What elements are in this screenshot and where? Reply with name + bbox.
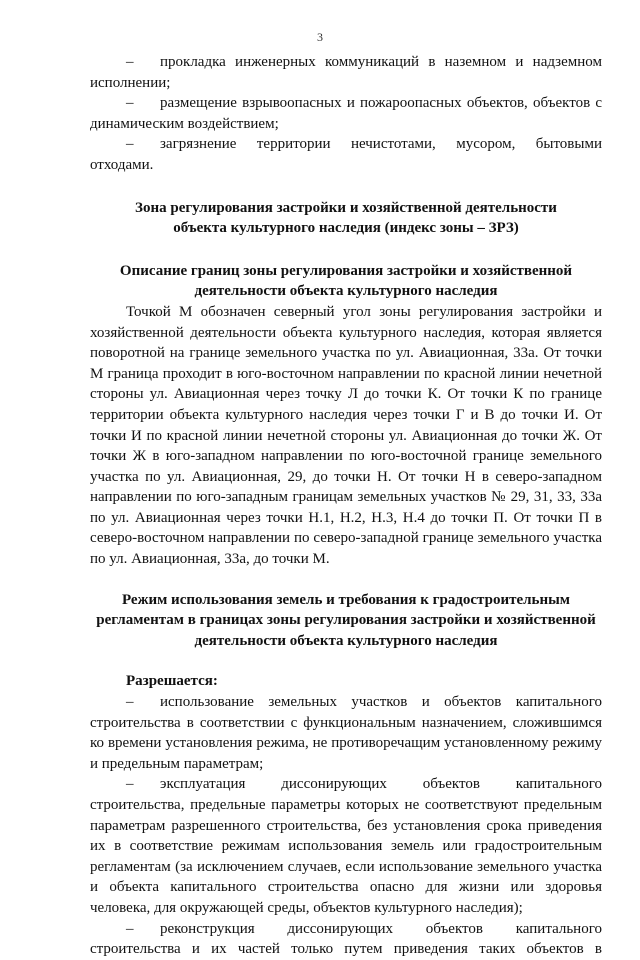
paragraph-line: северо-восточном направлении по северо-западной границе земельного участка: [90, 530, 602, 547]
list-dash: –: [126, 95, 134, 112]
intro-list: [90, 52, 602, 176]
list-item-continuation: динамическим воздействием;: [90, 115, 279, 132]
paragraph-line: точки Ж в юго-западном направлении по юго-восточной границе земельного: [90, 448, 602, 465]
paragraph-line: территории объекта культурного наследия через точки Г и В до точки И. От: [90, 406, 602, 423]
zone-heading-line: Зона регулирования застройки и хозяйственной деятельности: [135, 199, 557, 216]
paragraph-line: стороны ул. Авиационная через точку Л до точки К. От точки К по границе: [90, 386, 602, 403]
paragraph-line: поворотной на границе земельного участка по ул. Авиационная, 33а. От точки: [90, 345, 602, 362]
zone-heading: [90, 198, 602, 239]
list-dash: –: [126, 54, 134, 70]
list-item-continuation: и предельным параметрам;: [90, 755, 264, 772]
list-item-text: использование земельных участков и объектов капитального: [160, 694, 602, 711]
list-item-continuation: строительства в соответствии с функциональным назначением, сложившимся: [90, 714, 602, 731]
list-item: [90, 52, 602, 93]
list-item-continuation: отходами.: [90, 156, 154, 173]
list-item-text: прокладка инженерных коммуникаций в наземном и надземном: [160, 54, 602, 70]
page-content: [90, 52, 602, 960]
paragraph-line: направлении по юго-западным границам земельных участков № 29, 31, 33, 33а: [90, 489, 602, 506]
list-item-text: эксплуатация диссонирующих объектов капитального: [160, 776, 602, 793]
boundary-heading: [90, 261, 602, 302]
zone-heading-line: объекта культурного наследия (индекс зоны – ЗРЗ): [173, 220, 519, 237]
list-item-continuation: строительства, предельные параметры которых не соответствуют предельным: [90, 797, 602, 813]
list-item: [90, 774, 602, 918]
list-item-text: размещение взрывоопасных и пожароопасных объектов, объектов с: [160, 95, 602, 112]
list-item-continuation: строительства и их частей только путем приведения таких объектов в: [90, 941, 602, 958]
regime-heading-line: регламентам в границах зоны регулирования застройки и хозяйственной: [96, 612, 596, 629]
list-item-continuation: человека, для окружающей среды, объектов культурного наследия);: [90, 899, 523, 916]
regime-heading: [90, 590, 602, 652]
list-item-continuation: их в соответствие режимам использования земель или градостроительным: [90, 838, 602, 855]
list-item-continuation: исполнении;: [90, 74, 171, 91]
paragraph-line: по ул. Авиационная, 33а, до точки М.: [90, 551, 330, 568]
boundary-heading-line: деятельности объекта культурного наследия: [194, 283, 498, 300]
list-item: [90, 692, 602, 774]
list-item: [90, 93, 602, 134]
list-dash: –: [126, 694, 134, 711]
list-item-continuation: параметрам разрешенного строительства, без установления срока приведения: [90, 817, 602, 834]
paragraph-line: участка по ул. Авиационная, 29, до точки Н. От точки Н в северо-западном: [90, 468, 602, 485]
allowed-list: [90, 692, 602, 960]
regime-heading-line: Режим использования земель и требования к градостроительным: [121, 591, 571, 608]
paragraph-line: по ул. Авиационная через точки Н.1, Н.2, Н.3, Н.4 до точки П. От точки П в: [90, 509, 602, 526]
list-item: [90, 919, 602, 960]
boundary-description: [90, 302, 602, 570]
page-number: 3: [317, 30, 323, 44]
list-item-continuation: регламентам (за исключением случаев, если использование земельного участка: [90, 858, 602, 875]
paragraph-line: Точкой М обозначен северный угол зоны регулирования застройки и: [126, 303, 602, 320]
paragraph-line: М граница проходит в юго-восточном направлении по красной линии нечетной: [90, 365, 602, 382]
list-dash: –: [126, 920, 134, 937]
list-dash: –: [126, 776, 134, 793]
list-dash: –: [126, 136, 134, 153]
list-item-continuation: и объекта капитального строительства опасно для жизни или здоровья: [90, 879, 602, 896]
boundary-heading-line: Описание границ зоны регулирования застройки и хозяйственной: [119, 262, 573, 279]
regime-heading-line: деятельности объекта культурного наследия: [194, 632, 498, 649]
allowed-label: Разрешается:: [126, 673, 218, 690]
list-item-text: реконструкция диссонирующих объектов капитального: [160, 920, 602, 937]
list-item-continuation: ко времени установления режима, не противоречащим установленному режиму: [90, 735, 602, 752]
paragraph-line: точки И по красной линии нечетной стороны ул. Авиационная до точки Ж. От: [90, 427, 602, 444]
list-item: [90, 134, 602, 175]
paragraph-line: хозяйственной деятельности объекта культурного наследия, которая является: [90, 324, 602, 341]
list-item-text: загрязнение территории нечистотами, мусором, бытовыми: [160, 136, 602, 153]
